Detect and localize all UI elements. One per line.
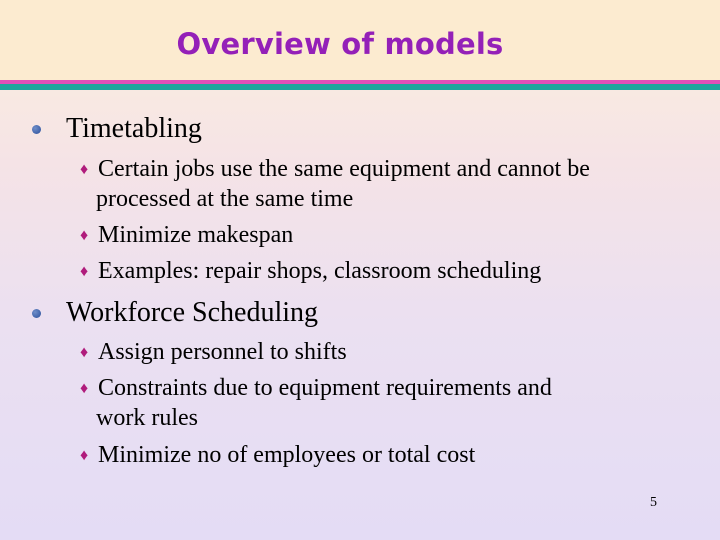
slide-title: Overview of models	[176, 27, 504, 61]
diamond-bullet-icon: ♦	[80, 447, 89, 464]
sub-bullet-text: Examples: repair shops, classroom scheduling	[98, 258, 542, 284]
round-bullet-icon	[32, 125, 41, 134]
bullet-heading-workforce-scheduling: Workforce Scheduling	[66, 297, 318, 328]
diamond-bullet-icon: ♦	[80, 263, 89, 280]
sub-bullet-continuation: processed at the same time	[96, 186, 354, 212]
sub-bullet-text: Minimize no of employees or total cost	[98, 442, 476, 468]
round-bullet-icon	[32, 309, 41, 318]
title-divider-teal	[0, 84, 720, 90]
sub-bullet-text: Assign personnel to shifts	[98, 339, 347, 365]
sub-bullet-text: Certain jobs use the same equipment and cannot be	[98, 156, 590, 182]
diamond-bullet-icon: ♦	[80, 161, 89, 178]
sub-bullet-continuation: work rules	[96, 405, 198, 431]
diamond-bullet-icon: ♦	[80, 227, 89, 244]
sub-bullet-text: Constraints due to equipment requirements and	[98, 375, 552, 401]
page-number: 5	[650, 495, 657, 510]
bullet-heading-timetabling: Timetabling	[66, 113, 202, 144]
diamond-bullet-icon: ♦	[80, 344, 89, 361]
diamond-bullet-icon: ♦	[80, 380, 89, 397]
sub-bullet-text: Minimize makespan	[98, 222, 294, 248]
